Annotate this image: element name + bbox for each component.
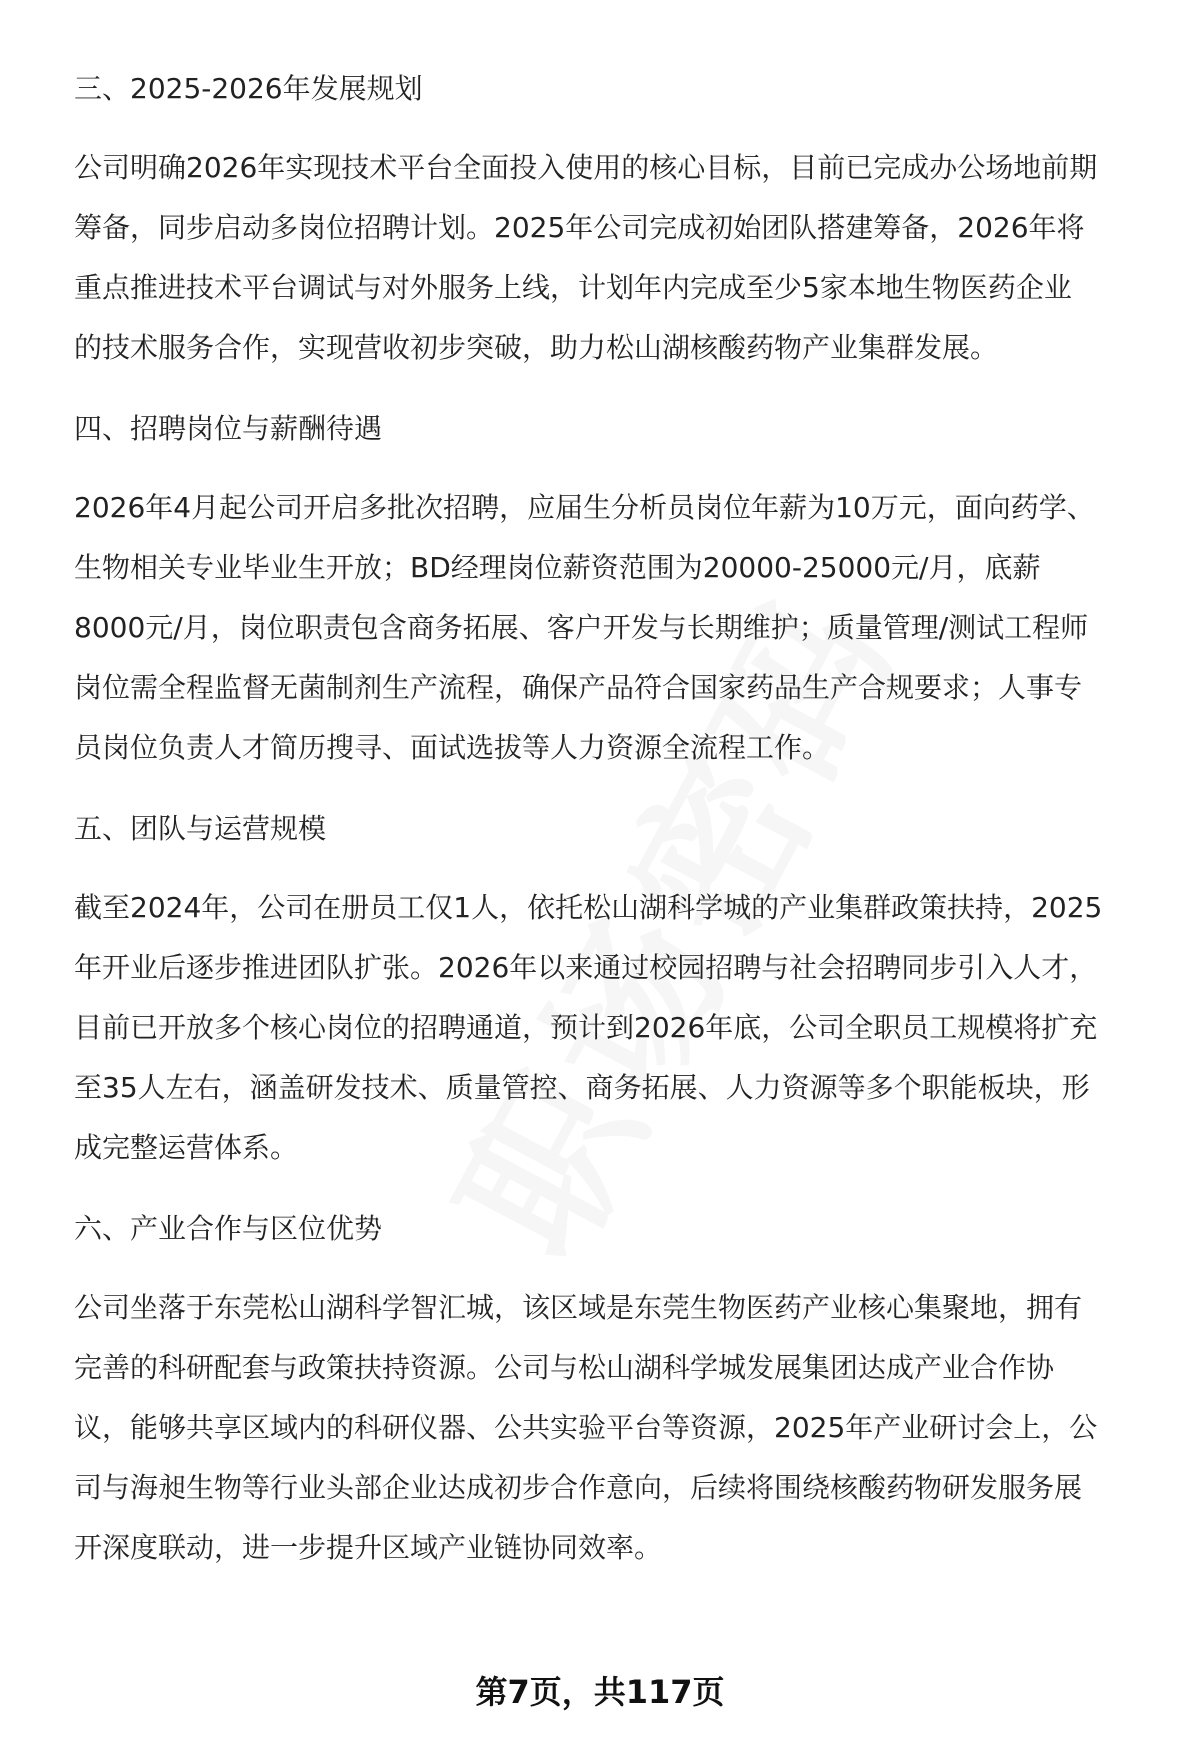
section-paragraph — [74, 1278, 1154, 1578]
section-recruitment — [74, 404, 1154, 778]
paragraph-line: 生物相关专业毕业生开放；BD经理岗位薪资范围为20000-25000元/月，底薪 — [74, 551, 1041, 584]
paragraph-line: 成完整运营体系。 — [74, 1131, 299, 1164]
section-heading: 四、招聘岗位与薪酬待遇 — [74, 412, 383, 445]
section-paragraph — [74, 138, 1154, 378]
paragraph-line: 至35人左右，涵盖研发技术、质量管控、商务拓展、人力资源等多个职能板块，形 — [74, 1071, 1090, 1104]
paragraph-line: 目前已开放多个核心岗位的招聘通道，预计到2026年底，公司全职员工规模将扩充 — [74, 1011, 1098, 1044]
paragraph-line: 2026年4月起公司开启多批次招聘，应届生分析员岗位年薪为10万元，面向药学、 — [74, 491, 1095, 524]
section-development-plan — [74, 64, 1154, 378]
paragraph-line: 开深度联动，进一步提升区域产业链协同效率。 — [74, 1531, 663, 1564]
paragraph-line: 公司明确2026年实现技术平台全面投入使用的核心目标，目前已完成办公场地前期 — [74, 151, 1098, 184]
section-heading: 三、2025-2026年发展规划 — [74, 72, 423, 105]
paragraph-line: 完善的科研配套与政策扶持资源。公司与松山湖科学城发展集团达成产业合作协 — [74, 1351, 1055, 1384]
section-heading: 六、产业合作与区位优势 — [74, 1212, 383, 1245]
paragraph-line: 员岗位负责人才简历搜寻、面试选拔等人力资源全流程工作。 — [74, 731, 831, 764]
paragraph-line: 司与海昶生物等行业头部企业达成初步合作意向，后续将围绕核酸药物研发服务展 — [74, 1471, 1083, 1504]
paragraph-line: 的技术服务合作，实现营收初步突破，助力松山湖核酸药物产业集群发展。 — [74, 331, 999, 364]
paragraph-line: 筹备，同步启动多岗位招聘计划。2025年公司完成初始团队搭建筹备，2026年将 — [74, 211, 1085, 244]
page-number: 第7页，共117页 — [475, 1673, 725, 1711]
section-paragraph — [74, 478, 1154, 778]
section-paragraph — [74, 878, 1154, 1178]
paragraph-line: 截至2024年，公司在册员工仅1人，依托松山湖科学城的产业集群政策扶持，2025 — [74, 891, 1103, 924]
paragraph-line: 8000元/月，岗位职责包含商务拓展、客户开发与长期维护；质量管理/测试工程师 — [74, 611, 1089, 644]
paragraph-line: 重点推进技术平台调试与对外服务上线，计划年内完成至少5家本地生物医药企业 — [74, 271, 1072, 304]
section-heading: 五、团队与运营规模 — [74, 812, 327, 845]
paragraph-line: 岗位需全程监督无菌制剂生产流程，确保产品符合国家药品生产合规要求；人事专 — [74, 671, 1083, 704]
document-body — [74, 64, 1154, 1604]
paragraph-line: 公司坐落于东莞松山湖科学智汇城，该区域是东莞生物医药产业核心集聚地，拥有 — [74, 1291, 1083, 1324]
section-industry-cooperation — [74, 1204, 1154, 1578]
paragraph-line: 年开业后逐步推进团队扩张。2026年以来通过校园招聘与社会招聘同步引入人才， — [74, 951, 1098, 984]
section-team-scale — [74, 804, 1154, 1178]
paragraph-line: 议，能够共享区域内的科研仪器、公共实验平台等资源，2025年产业研讨会上，公 — [74, 1411, 1098, 1444]
